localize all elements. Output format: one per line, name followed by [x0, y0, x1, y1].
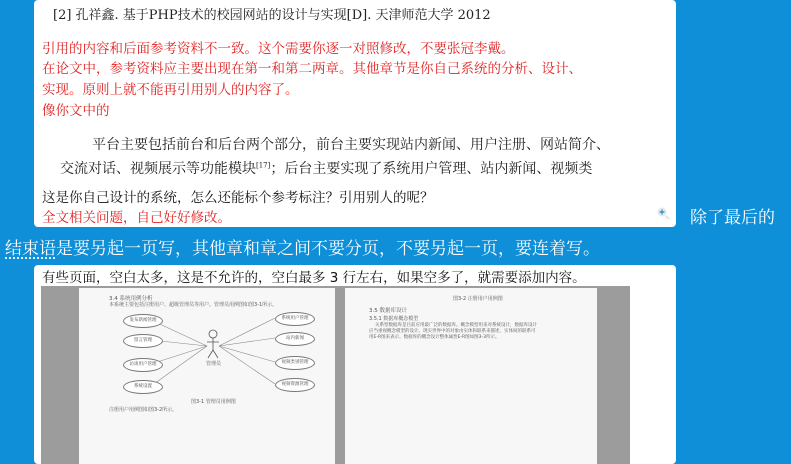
document-pages-screenshot: [41, 286, 630, 464]
comment-image-card-1: [34, 0, 676, 227]
thumb-right-para: 应当重视概念模型的设计。现实世界中的对象由实体和联系来描述，实体间的联系可: [369, 329, 536, 334]
thumb-figure-caption: 图3-1 管理员用例图: [191, 399, 236, 405]
thumb-right-sub: 3.5.1 数据库概念模型: [369, 316, 419, 322]
caption-text-right: 除了最后的: [690, 208, 775, 228]
use-case-oval: 访谈用户管理: [123, 358, 163, 372]
thumb-left-sub: 本系统主要包括注册用户、超级管理员等用户。管理员用例图如图3-1所示。: [109, 302, 278, 308]
left-page: [79, 288, 335, 464]
quoted-text-line-2: 交流对话、视频展示等功能模块[17]；后台主要实现了系统用户管理、站内新闻、视频类: [60, 161, 593, 177]
use-case-oval: 系统用户管理: [275, 312, 315, 326]
use-case-oval: 视频类别管理: [275, 356, 315, 370]
underlined-keyword: 结束语: [5, 239, 56, 259]
red-comment-line-1: 引用的内容和后面参考资料不一致。这个需要你逐一对照修改，不要张冠李戴。: [42, 41, 515, 57]
comment-image-card-2: [34, 265, 676, 464]
use-case-oval: 发布新闻管理: [123, 314, 163, 328]
thumb-left-heading: 3.4 系统用例分析: [109, 296, 153, 302]
thumb-actor-label: 管理员: [206, 361, 222, 367]
use-case-oval: 站内新闻: [275, 332, 315, 346]
right-page: [345, 288, 597, 464]
page-blank-note: 有些页面，空白太多，这是不允许的，空白最多 3 行左右，如果空多了，就需要添加内容。: [42, 270, 586, 286]
thumb-right-para: 关系型数据库是目前应用最广泛的数据库。概念模型用来对系统设计，数据库设计: [375, 323, 537, 328]
red-comment-line-4: 像你文中的: [42, 103, 110, 119]
red-comment-line-3: 实现。原则上就不能再引用别人的内容了。: [42, 82, 299, 98]
use-case-oval: 视频资源管理: [275, 378, 315, 392]
question-line: 这是你自己设计的系统，怎么还能标个参考标注？引用别人的呢？: [42, 190, 434, 206]
use-case-oval: 系统设置: [123, 380, 163, 394]
red-comment-line-2: 在论文中，参考资料应主要出现在第一和第二两章。其他章节是你自己系统的分析、设计、: [42, 61, 582, 77]
thumb-right-heading: 3.5 数据库设计: [369, 308, 407, 314]
citation-mark: [17]: [256, 161, 271, 170]
thumb-left-footer: 注册用户用例图如图3-2所示。: [109, 407, 178, 413]
use-case-oval: 留言管理: [123, 334, 163, 348]
thumb-right-top: 图3-2 注册用户用例图: [453, 296, 503, 302]
thumb-right-para: 用E-R图来表示。数据库的概念设计整体属性E-R图如图3-3所示。: [369, 335, 500, 340]
advice-line: 全文相关问题，自己好好修改。: [42, 210, 231, 226]
zoom-icon[interactable]: [656, 206, 670, 220]
caption-text-line-2: 结束语是要另起一页写，其他章和章之间不要分页，不要另起一页，要连着写。: [5, 239, 600, 259]
reference-entry: [2] 孔祥鑫. 基于PHP技术的校园网站的设计与实现[D]. 天津师范大学 2012: [53, 8, 491, 23]
quoted-text-line-1: 平台主要包括前台和后台两个部分，前台主要实现站内新闻、用户注册、网站简介、: [92, 137, 610, 153]
